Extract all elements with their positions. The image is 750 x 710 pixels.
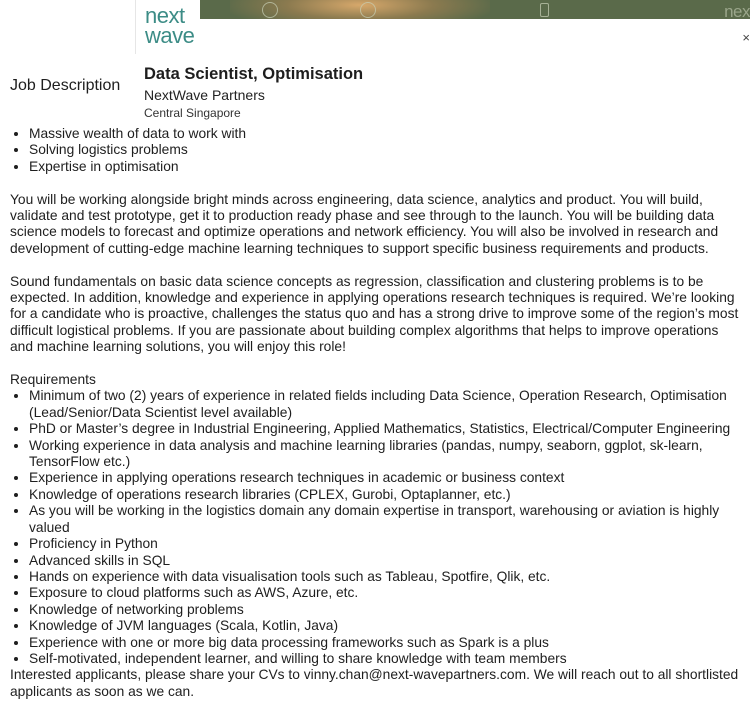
list-item: • Experience with one or more big data processing frameworks such as Spark is a plus xyxy=(29,635,745,651)
closing-paragraph: Interested applicants, please share your CVs to vinny.chan@next-wavepartners.com. We will reach out to all shortlisted applicants as soon as we can. xyxy=(10,667,739,699)
job-title: Data Scientist, Optimisation xyxy=(144,65,364,83)
list-item: • Solving logistics problems xyxy=(29,142,745,158)
list-item: • Knowledge of operations research libraries (CPLEX, Gurobi, Optaplanner, etc.) xyxy=(29,487,745,503)
description-paragraph: Sound fundamentals on basic data science concepts as regression, classification and clustering problems is to be expected. In addition, knowledge and experience in applying operations research techniques is required. We’re looking for a candidate who is proactive, challenges the status quo and has a strong drive to improve some of the region’s most difficult logistical problems. If you are passionate about building complex algorithms that helps to improve operations and machine learning solutions, you will enjoy this role! xyxy=(10,273,739,355)
list-item: • PhD or Master’s degree in Industrial Engineering, Applied Mathematics, Statistics, Electrical/Computer Engineering xyxy=(29,421,745,437)
header-banner xyxy=(200,0,750,19)
requirements-list xyxy=(10,388,745,667)
banner-ring-icon xyxy=(262,2,278,18)
list-item: • Proficiency in Python xyxy=(29,536,745,552)
logo-text-line1: next xyxy=(145,3,185,28)
list-item: • Knowledge of JVM languages (Scala, Kotlin, Java) xyxy=(29,618,745,634)
list-item: • Advanced skills in SQL xyxy=(29,553,745,569)
banner-phone-icon xyxy=(540,3,549,17)
list-item: • Expertise in optimisation xyxy=(29,159,745,175)
list-item: • Knowledge of networking problems xyxy=(29,602,745,618)
close-icon[interactable]: × xyxy=(742,30,750,45)
description-paragraph: You will be working alongside bright minds across engineering, data science, analytics and product. You will build, validate and test prototype, get it to production ready phase and see through to the launch. You will be building data science models to forecast and optimize operations and network efficiency. You will also be involved in research and development of cutting-edge machine learning techniques to support specific business requirements and products. xyxy=(10,191,719,256)
highlights-list xyxy=(10,126,745,175)
list-item: • Working experience in data analysis and machine learning libraries (pandas, numpy, seaborn, ggplot, sk-learn, TensorFlow etc.) xyxy=(29,438,745,471)
list-item: • Exposure to cloud platforms such as AWS, Azure, etc. xyxy=(29,585,745,601)
banner-ring-icon xyxy=(360,2,376,18)
list-item: • Massive wealth of data to work with xyxy=(29,126,745,142)
company-name: NextWave Partners xyxy=(144,87,265,103)
logo-text-line2: wave xyxy=(145,23,195,48)
list-item: • As you will be working in the logistics domain any domain expertise in transport, warehousing or aviation is highly valued xyxy=(29,503,745,536)
list-item: • Hands on experience with data visualisation tools such as Tableau, Spotfire, Qlik, etc. xyxy=(29,569,745,585)
list-item: • Minimum of two (2) years of experience in related fields including Data Science, Operation Research, Optimisation (Lead/Senior/Data Scientist level available) xyxy=(29,388,745,421)
section-label: Job Description xyxy=(10,77,121,94)
job-description-body xyxy=(10,126,745,700)
list-item: • Self-motivated, independent learner, and willing to share knowledge with team members xyxy=(29,651,745,667)
requirements-heading: Requirements xyxy=(10,372,96,388)
banner-watermark: nex xyxy=(724,2,750,19)
list-item: • Experience in applying operations research techniques in academic or business context xyxy=(29,470,745,486)
company-logo xyxy=(135,0,200,54)
job-location: Central Singapore xyxy=(144,106,241,120)
